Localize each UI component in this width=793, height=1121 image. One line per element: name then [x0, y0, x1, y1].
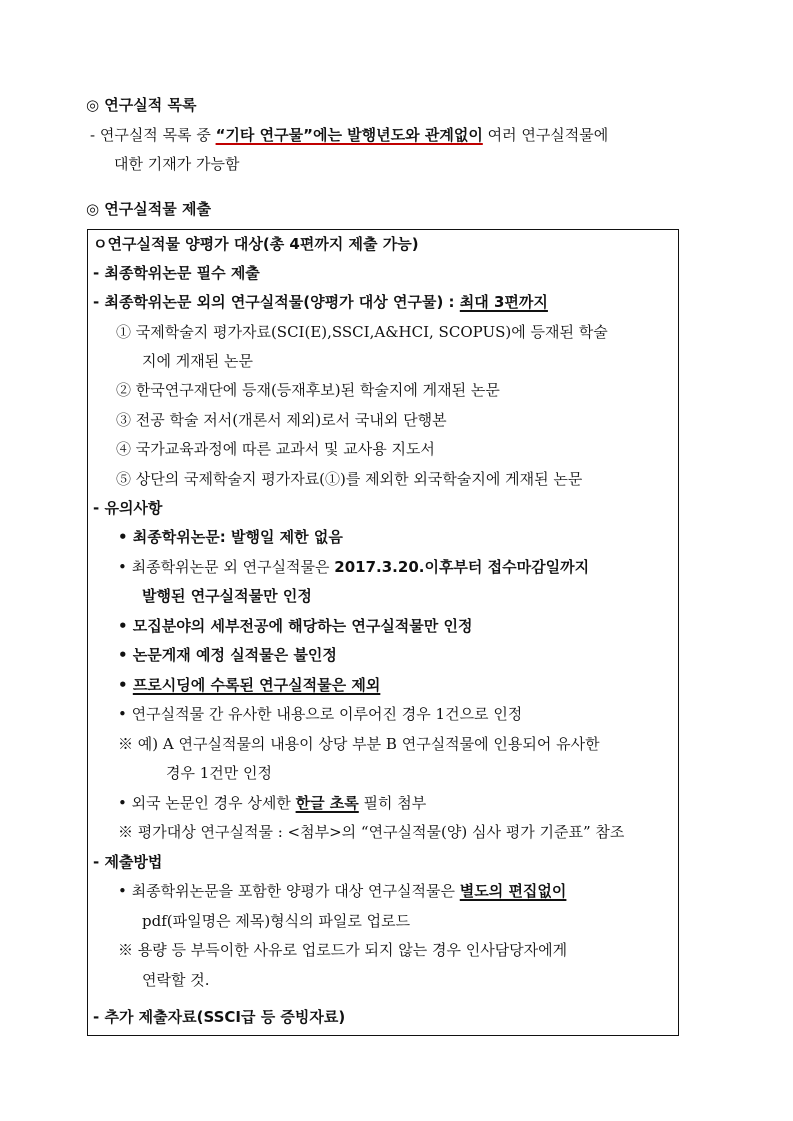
note-8 — [118, 792, 426, 814]
note-suffix: 여러 연구실적물에 — [482, 126, 609, 144]
list-item-5: ⑤ 상단의 국제학술지 평가자료(①)를 제외한 외국학술지에 게재된 논문 — [116, 470, 583, 488]
method-1-cont: pdf(파일명은 제목)형식의 파일로 업로드 — [142, 912, 411, 930]
note-8-prefix: • 외국 논문인 경우 상세한 — [118, 794, 296, 812]
note-7-cont: 경우 1건만 인정 — [166, 764, 273, 782]
note-5-bullet: • — [118, 676, 133, 694]
list-item-1-cont: 지에 게재된 논문 — [142, 352, 253, 370]
method-heading: - 제출방법 — [93, 853, 163, 871]
note-9: ※ 평가대상 연구실적물 : <첨부>의 “연구실적물(양) 심사 평가 기준표” 참조 — [118, 823, 625, 841]
note-2-prefix: • 최종학위논문 외 연구실적물은 — [118, 558, 335, 576]
note-emphasis: “기타 연구물”에는 발행년도와 관계없이 — [215, 126, 483, 144]
notes-heading: - 유의사항 — [93, 499, 163, 517]
item-thesis-required: - 최종학위논문 필수 제출 — [93, 264, 260, 282]
note-8-suffix: 필히 첨부 — [358, 794, 427, 812]
extra-materials: - 추가 제출자료(SSCI급 등 증빙자료) — [93, 1008, 346, 1026]
section-heading-submission: ◎ 연구실적물 제출 — [86, 200, 211, 218]
note-2-emphasis: 2017.3.20.이후부터 접수마감일까지 — [334, 558, 590, 576]
list-item-2: ② 한국연구재단에 등재(등재후보)된 학술지에 게재된 논문 — [116, 381, 500, 399]
note-4: • 논문게재 예정 실적물은 불인정 — [118, 646, 337, 664]
method-2: ※ 용량 등 부득이한 사유로 업로드가 되지 않는 경우 인사담당자에게 — [118, 941, 568, 959]
note-5 — [118, 674, 380, 696]
research-list-note — [90, 124, 608, 146]
note-1: • 최종학위논문: 발행일 제한 없음 — [118, 528, 343, 546]
section-heading-research-list: ◎ 연구실적 목록 — [86, 96, 197, 114]
note-2-cont: 발행된 연구실적물만 인정 — [142, 587, 312, 605]
note-6: • 연구실적물 간 유사한 내용으로 이루어진 경우 1건으로 인정 — [118, 705, 523, 723]
note-7: ※ 예) A 연구실적물의 내용이 상당 부분 B 연구실적물에 인용되어 유사한 — [118, 735, 600, 753]
note-2 — [118, 556, 589, 578]
method-1-emphasis: 별도의 편집없이 — [459, 882, 567, 900]
item-other-max: 최대 3편까지 — [459, 293, 548, 311]
note-8-emphasis: 한글 초록 — [295, 794, 359, 812]
method-1-prefix: • 최종학위논문을 포함한 양평가 대상 연구실적물은 — [118, 882, 460, 900]
method-1 — [118, 880, 566, 902]
note-3: • 모집분야의 세부전공에 해당하는 연구실적물만 인정 — [118, 617, 473, 635]
research-list-note-cont: 대한 기재가 가능함 — [114, 155, 240, 173]
item-other-research — [93, 291, 548, 313]
note-prefix: - 연구실적 목록 중 — [90, 126, 216, 144]
note-5-emphasis: 프로시딩에 수록된 연구실적물은 제외 — [132, 676, 381, 694]
item-other-prefix: - 최종학위논문 외의 연구실적물(양평가 대상 연구물) : — [93, 293, 460, 311]
list-item-3: ③ 전공 학술 저서(개론서 제외)로서 국내외 단행본 — [116, 411, 447, 429]
list-item-4: ④ 국가교육과정에 따른 교과서 및 교사용 지도서 — [116, 440, 435, 458]
box-title: ㅇ연구실적물 양평가 대상(총 4편까지 제출 가능) — [93, 235, 419, 253]
method-2-cont: 연락할 것. — [142, 971, 210, 989]
list-item-1: ① 국제학술지 평가자료(SCI(E),SSCI,A&HCI, SCOPUS)에 등재된 학술 — [116, 323, 608, 341]
